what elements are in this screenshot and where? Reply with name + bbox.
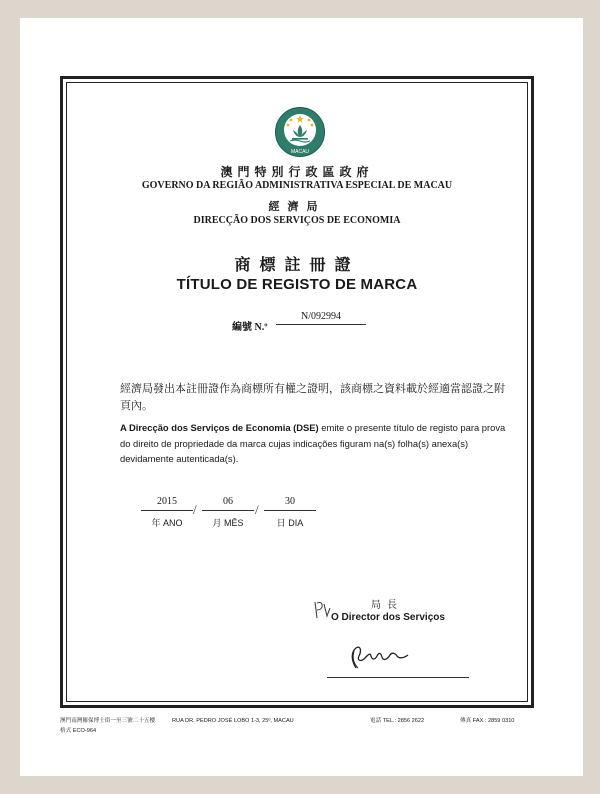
footer-fax: 傳真 FAX : 2859 0310 [460, 718, 515, 724]
department-name-pt: DIRECÇÃO DOS SERVIÇOS DE ECONOMIA [193, 215, 401, 226]
footer-address-pt: RUA DR. PEDRO JOSÉ LOBO 1-3, 25º, MACAU [172, 718, 294, 724]
date-year [141, 496, 193, 511]
footer-telephone: 電話 TEL.: 2856 2622 [370, 718, 425, 724]
date-year-label: 年 ANO [151, 518, 183, 528]
statement-pt [120, 420, 510, 467]
government-name-pt: GOVERNO DA REGIÃO ADMINISTRATIVA ESPECIAL DE MACAU [141, 180, 453, 191]
date-day [264, 496, 316, 511]
statement-cn: 經濟局發出本註冊證作為商標所有權之證明，該商標之資料載於經適當認證之附頁內。 [120, 383, 505, 412]
signatory-title-pt: O Director dos Serviços [331, 612, 445, 623]
initials-mark-icon [311, 598, 333, 622]
handwritten-signature [342, 640, 412, 672]
signatory-title-cn: 局長 [371, 600, 403, 611]
date-day-label: 日 DIA [276, 518, 304, 528]
statement-pt-rest: emite o presente título de registo para prova do direito de propriedade da marca cujas indicações figuram na(s) folha(s) anexa(s) devidamente autenticada(s). [120, 422, 506, 464]
date-month [202, 496, 254, 511]
date-separator: / [193, 502, 197, 517]
certificate-title-pt: TÍTULO DE REGISTO DE MARCA [176, 276, 418, 293]
certificate-title-cn: 商標註冊證 [234, 255, 360, 274]
macau-emblem-icon [274, 106, 326, 158]
statement-pt-lead: A Direcção dos Serviços de Economia (DSE) [120, 422, 319, 433]
government-name-cn: 澳門特別行政區政府 [220, 165, 374, 179]
date-month-value: 06 [202, 496, 254, 511]
date-day-value: 30 [264, 496, 316, 511]
signature-line [327, 677, 469, 678]
department-name-cn: 經濟局 [268, 201, 326, 213]
date-year-value: 2015 [141, 496, 193, 511]
footer-form-code: 格式 ECO-964 [60, 728, 97, 734]
date-separator: / [255, 502, 259, 517]
registration-number-label: 編號 N.º [232, 322, 268, 333]
footer-address-cn [60, 716, 155, 736]
date-month-label: 月 MÊS [212, 518, 244, 528]
registration-number-value: N/092994 [276, 311, 366, 325]
emblem-label: MACAU [290, 149, 310, 155]
footer-address-cn-line: 澳門南灣羅保博士街一至三號二十五樓 [60, 718, 156, 724]
